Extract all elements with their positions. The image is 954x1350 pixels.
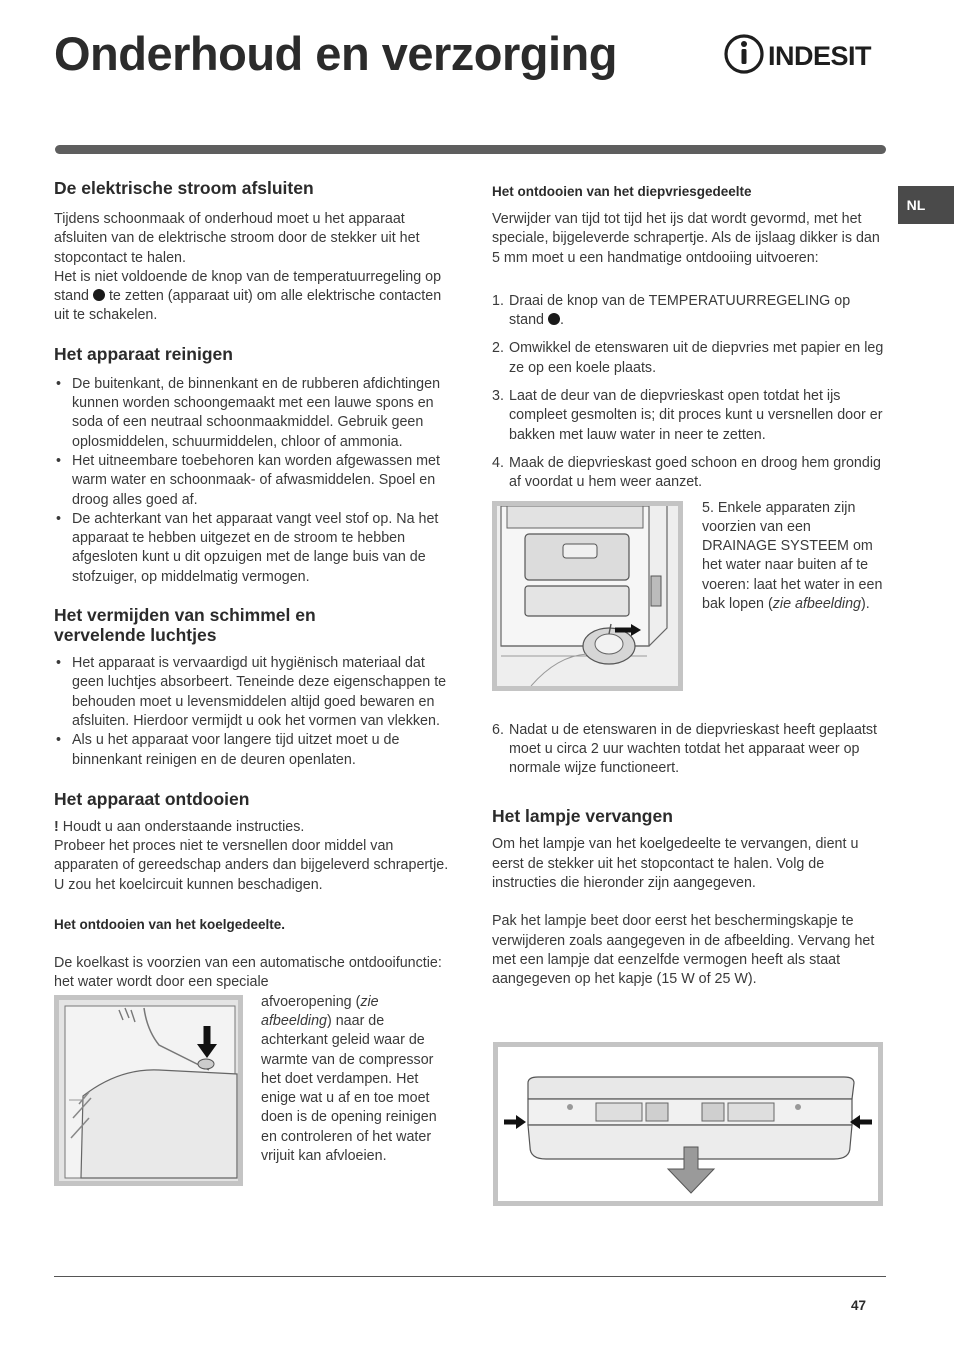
paragraph: Het is niet voldoende de knop van de temperatuurregeling op stand te zetten (apparaat uit) om alle elektrische contacten uit te schakelen. xyxy=(54,268,442,324)
indesit-logo xyxy=(724,32,888,76)
bullet-list xyxy=(54,654,452,770)
section-heading: Het lampje vervangen xyxy=(492,806,673,827)
section-heading: De elektrische stroom afsluiten xyxy=(54,178,314,198)
lamp-cover-figure xyxy=(493,1042,883,1206)
drainage-system-figure xyxy=(492,501,683,691)
paragraph: Om het lampje van het koelgedeelte te vervangen, dient u eerst de stekker uit het stopcontact te halen. Volg de instructies die hieronder zijn aangegeven. xyxy=(492,836,859,892)
off-position-icon xyxy=(93,289,105,301)
off-position-icon xyxy=(548,313,560,325)
list-item: 1. Draai de knop van de TEMPERATUURREGELING op stand . xyxy=(492,292,851,329)
paragraph: afvoeropening (zie afbeelding) naar de achterkant geleid waar de warmte van de compressor het doet verdampen. Het enige wat u af en toe moet doen is de opening reinigen en controleren of het water vrijuit kan afvloeien. xyxy=(261,993,437,1164)
warning-note: ! Houdt u aan onderstaande instructies. xyxy=(54,818,305,835)
paragraph: 5. Enkele apparaten zijn voorzien van een DRAINAGE SYSTEEM om het water naar buiten af te voeren: laat het water in een bak lopen (zie afbeelding). xyxy=(702,499,883,613)
footer-rule xyxy=(54,1276,886,1277)
steps-list xyxy=(492,721,884,779)
list-item: 2. Omwikkel de etenswaren uit de diepvries met papier en leg ze op een koele plaats. xyxy=(492,340,884,376)
header-rule xyxy=(55,145,886,154)
list-item: 3. Laat de deur van de diepvrieskast open totdat het ijs compleet gesmolten is; dit proces kunt u versnellen door er bakken met lauw water in neer te zetten. xyxy=(492,388,883,443)
section-heading: Het vermijden van schimmel en vervelende luchtjes xyxy=(54,605,316,646)
paragraph: Tijdens schoonmaak of onderhoud moet u het apparaat afsluiten van de elektrische stroom door de stekker uit het stopcontact te halen. xyxy=(54,211,420,266)
section-heading: Het apparaat ontdooien xyxy=(54,788,250,809)
list-item: • Het apparaat is vervaardigd uit hygiënisch materiaal dat geen luchtjes absorbeert. Teneinde deze eigenschappen te behouden moet u levensmiddelen altijd goed bewaren en afsluiten. Hierdoor vermijdt u ook het vormen van vlekken. xyxy=(54,654,452,731)
steps-list xyxy=(492,292,884,493)
paragraph: De koelkast is voorzien van een automatische ontdooifunctie: het water wordt door een speciale xyxy=(54,955,442,991)
list-item: • Als u het apparaat voor langere tijd uitzet moet u de binnenkant reinigen en de deuren openlaten. xyxy=(54,731,452,770)
left-column xyxy=(54,178,452,1166)
page-number: 47 xyxy=(851,1298,867,1313)
list-item: 4. Maak de diepvrieskast goed schoon en droog hem grondig af voordat u hem weer aanzet. xyxy=(492,454,881,491)
warning-icon: ! xyxy=(54,818,59,835)
paragraph: Pak het lampje beet door eerst het beschermingskapje te verwijderen zoals aangegeven in de afbeelding. Vervang het met een lampje dat eenzelfde vermogen heeft als staat aangegeven op het kapje (15 W of 25 W). xyxy=(492,913,875,988)
svg-text:INDESIT: INDESIT xyxy=(768,41,872,71)
subsection-heading: Het ontdooien van het koelgedeelte. xyxy=(54,917,286,933)
section-heading: Het apparaat reinigen xyxy=(54,343,233,364)
subsection-heading: Het ontdooien van het diepvriesgedeelte xyxy=(492,184,752,199)
list-item: 6. Nadat u de etenswaren in de diepvrieskast heeft geplaatst moet u circa 2 uur wachten totdat het apparaat weer op normale wijze functioneert. xyxy=(492,721,877,777)
page-title: Onderhoud en verzorging xyxy=(54,27,617,80)
list-item: • Het uitneembare toebehoren kan worden afgewassen met warm water en schoonmaak- of afwasmiddelen. Spoel en droog alles goed af. xyxy=(54,452,452,510)
paragraph: Verwijder van tijd tot tijd het ijs dat wordt gevormd, met het speciale, bijgeleverde schrapertje. Als de ijslaag dikker is dan 5 mm moet u een handmatige ontdooiing uitvoeren: xyxy=(492,211,880,266)
list-item: • De buitenkant, de binnenkant en de rubberen afdichtingen kunnen worden schoongemaakt met een lauwe spons en soda of een neutraal schoonmaakmiddel. Gebruik geen oplosmiddelen, schuurmiddelen, chloor of ammonia. xyxy=(54,375,452,452)
bullet-list xyxy=(54,375,452,587)
right-column xyxy=(492,183,884,990)
paragraph: Probeer het proces niet te versnellen door middel van apparaten of gereedschap anders dan bijgeleverd schrapertje. U zou het koelcircuit kunnen beschadigen. xyxy=(54,838,449,893)
fridge-drain-figure xyxy=(54,995,243,1186)
list-item: • De achterkant van het apparaat vangt veel stof op. Na het apparaat te hebben uitgezet en de stroom te hebben afgesloten kunt u dit opzuigen met de lange buis van de stofzuiger, op middelmatig vermogen. xyxy=(54,510,452,587)
language-tab: NL xyxy=(898,186,954,224)
